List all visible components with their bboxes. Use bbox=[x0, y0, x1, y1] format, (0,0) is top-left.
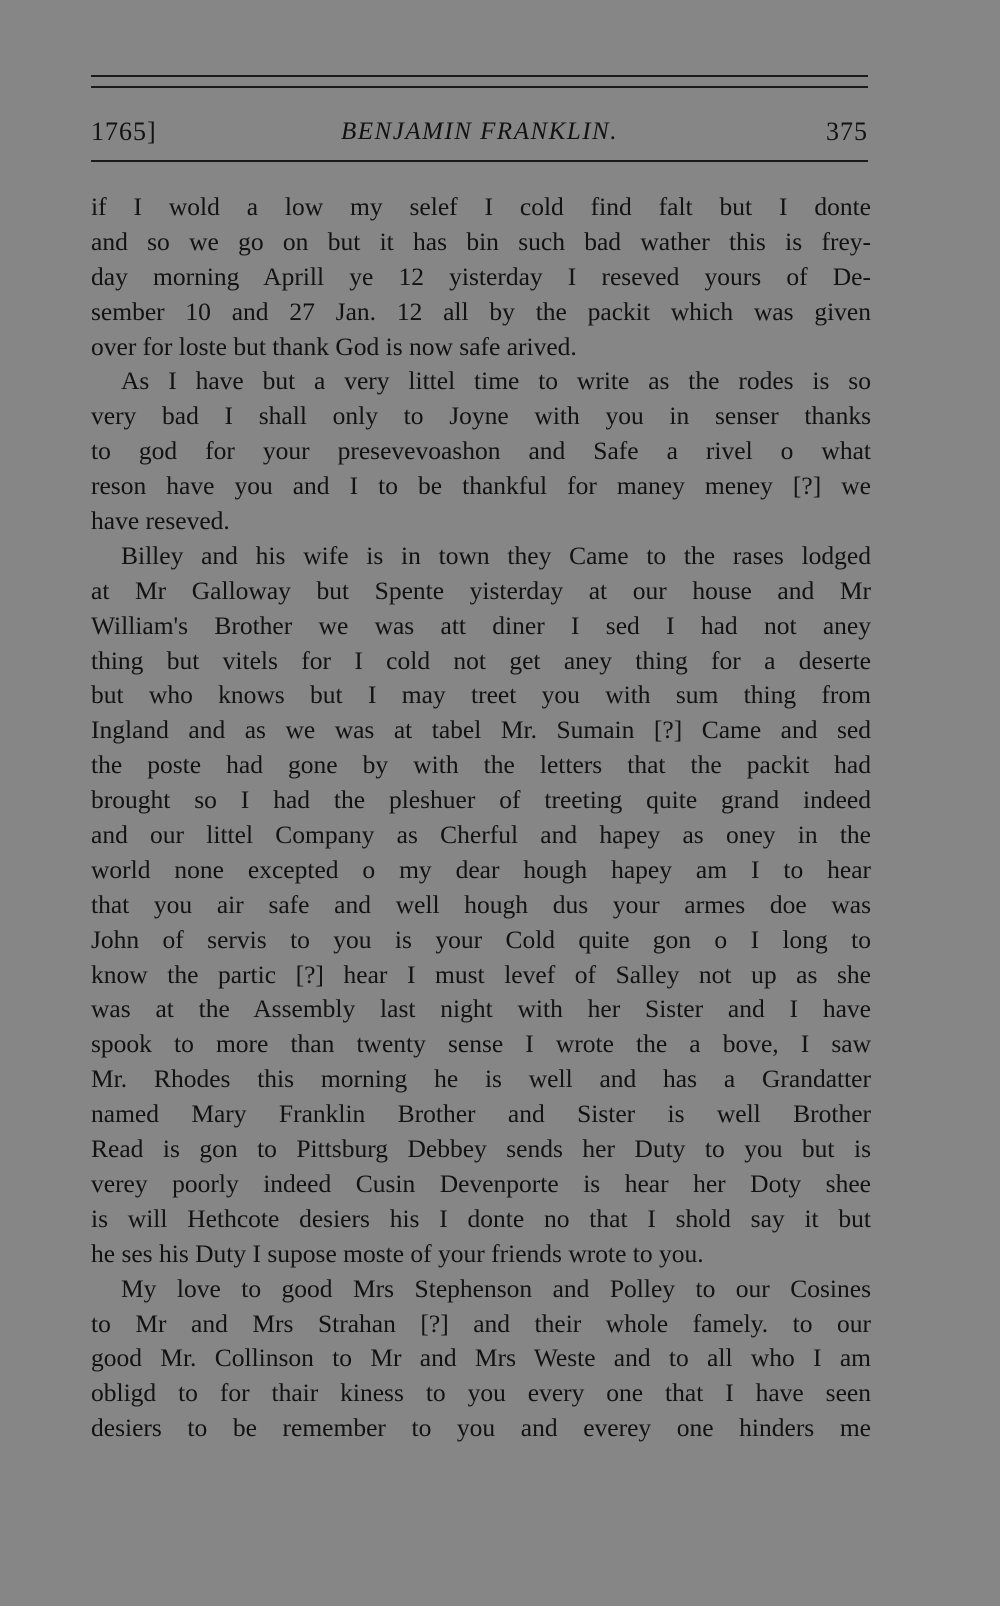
text-line: desiers to be remember to you and everey one hinders me bbox=[91, 1413, 871, 1443]
text-line: have reseved. bbox=[91, 506, 230, 536]
text-line: he ses his Duty I supose moste of your friends wrote to you. bbox=[91, 1238, 704, 1268]
text-line: if I wold a low my selef I cold find falt but I donte bbox=[91, 192, 871, 221]
text-line: named Mary Franklin Brother and Sister is well Brother bbox=[91, 1099, 871, 1129]
text-line: is will Hethcote desiers his I donte no that I shold say it but bbox=[91, 1203, 871, 1233]
text-line: sember 10 and 27 Jan. 12 all by the packit which was given bbox=[91, 296, 871, 326]
paragraph bbox=[91, 190, 871, 364]
text-line: Ingland and as we was at tabel Mr. Sumain [?] Came and sed bbox=[91, 715, 871, 745]
text-line: to god for your presevevoashon and Safe a rivel o what bbox=[91, 436, 871, 466]
text-line: know the partic [?] hear I must levef of Salley not up as she bbox=[91, 959, 871, 989]
page-number: 375 bbox=[826, 117, 868, 146]
text-line: was at the Assembly last night with her Sister and I have bbox=[91, 994, 871, 1024]
text-line: very bad I shall only to Joyne with you in senser thanks bbox=[91, 401, 871, 431]
text-line: John of servis to you is your Cold quite gon o I long to bbox=[91, 924, 871, 954]
running-head-title: BENJAMIN FRANKLIN. bbox=[341, 118, 618, 145]
body-text bbox=[91, 190, 871, 1446]
paragraph bbox=[91, 364, 871, 538]
text-line: Read is gon to Pittsburg Debbey sends her Duty to you but is bbox=[91, 1134, 871, 1164]
text-line: As I have but a very littel time to write as the rodes is so bbox=[121, 366, 871, 396]
text-line: but who knows but I may treet you with sum thing from bbox=[91, 680, 871, 710]
paragraph bbox=[91, 539, 871, 1272]
running-head bbox=[91, 112, 868, 152]
text-line: spook to more than twenty sense I wrote the a bove, I saw bbox=[91, 1029, 871, 1059]
top-rule-lower bbox=[91, 86, 868, 88]
text-line: Billey and his wife is in town they Came to the rases lodged bbox=[121, 540, 871, 570]
text-line: over for loste but thank God is now safe arived. bbox=[91, 331, 577, 361]
header-rule bbox=[91, 160, 868, 162]
text-line: the poste had gone by with the letters that the packit had bbox=[91, 750, 871, 780]
top-rule-upper bbox=[91, 75, 868, 77]
text-line: reson have you and I to be thankful for maney meney [?] we bbox=[91, 471, 871, 501]
text-line: verey poorly indeed Cusin Devenporte is hear her Doty shee bbox=[91, 1168, 871, 1198]
text-line: obligd to for thair kiness to you every one that I have seen bbox=[91, 1378, 871, 1408]
text-line: William's Brother we was att diner I sed I had not aney bbox=[91, 610, 871, 640]
paragraph bbox=[91, 1272, 871, 1446]
text-line: to Mr and Mrs Strahan [?] and their whole famely. to our bbox=[91, 1308, 871, 1338]
text-line: Mr. Rhodes this morning he is well and has a Grandatter bbox=[91, 1064, 871, 1094]
text-line: good Mr. Collinson to Mr and Mrs Weste and to all who I am bbox=[91, 1343, 871, 1373]
running-head-year: 1765] bbox=[91, 117, 157, 146]
text-line: at Mr Galloway but Spente yisterday at our house and Mr bbox=[91, 575, 871, 605]
text-line: day morning Aprill ye 12 yisterday I reseved yours of De- bbox=[91, 261, 871, 291]
text-line: that you air safe and well hough dus your armes doe was bbox=[91, 889, 871, 919]
text-line: My love to good Mrs Stephenson and Polley to our Cosines bbox=[121, 1273, 871, 1303]
text-line: brought so I had the pleshuer of treeting quite grand indeed bbox=[91, 785, 871, 815]
text-line: and so we go on but it has bin such bad wather this is frey- bbox=[91, 226, 871, 256]
text-line: world none excepted o my dear hough hapey am I to hear bbox=[91, 854, 871, 884]
text-line: thing but vitels for I cold not get aney thing for a deserte bbox=[91, 645, 871, 675]
text-line: and our littel Company as Cherful and hapey as oney in the bbox=[91, 820, 871, 850]
